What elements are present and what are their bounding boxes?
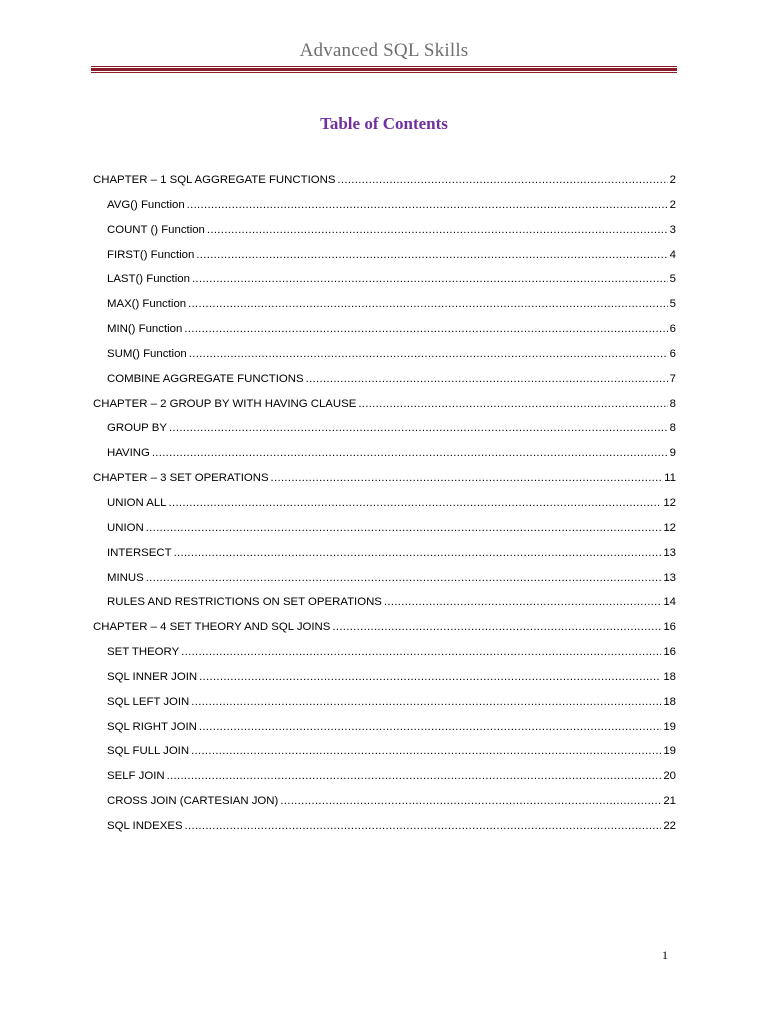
toc-dot-leader (184, 317, 667, 342)
toc-entry-label: CHAPTER – 2 GROUP BY WITH HAVING CLAUSE (93, 397, 357, 410)
toc-dot-leader (280, 789, 661, 814)
toc-entry-label: GROUP BY (107, 422, 167, 435)
toc-section-entry[interactable] (93, 739, 676, 764)
header-rule-thin-bottom (91, 72, 677, 73)
toc-entry-label: SQL FULL JOIN (107, 745, 190, 758)
toc-entry-page: 5 (669, 298, 676, 311)
toc-dot-leader (191, 739, 661, 764)
header-rule (91, 66, 677, 73)
toc-dot-leader (189, 342, 668, 367)
toc-entry-page: 11 (664, 472, 676, 485)
toc-dot-leader (384, 590, 661, 615)
toc-entry-page: 2 (669, 198, 676, 211)
toc-chapter-entry[interactable] (93, 466, 676, 491)
toc-dot-leader (146, 516, 662, 541)
toc-dot-leader (146, 566, 662, 591)
header-rule-thick (91, 68, 677, 71)
toc-entry-label: SQL INNER JOIN (107, 670, 198, 683)
toc-section-entry[interactable] (93, 516, 676, 541)
toc-dot-leader (207, 218, 668, 243)
toc-dot-leader (358, 392, 667, 417)
running-header-title: Advanced SQL Skills (299, 40, 469, 61)
toc-dot-leader (191, 690, 661, 715)
toc-section-entry[interactable] (93, 491, 676, 516)
toc-entry-label: SELF JOIN (107, 770, 165, 783)
toc-entry-page: 19 (663, 745, 676, 758)
page-number: 1 (662, 948, 668, 962)
toc-section-entry[interactable] (93, 590, 676, 615)
toc-section-entry[interactable] (93, 665, 676, 690)
toc-dot-leader (271, 466, 663, 491)
toc-dot-leader (199, 715, 661, 740)
toc-entry-page: 20 (663, 770, 676, 783)
toc-dot-leader (192, 267, 668, 292)
toc-chapter-entry[interactable] (93, 168, 676, 193)
toc-entry-page: 16 (663, 621, 676, 634)
toc-dot-leader (181, 640, 661, 665)
toc-entry-label: MAX() Function (107, 298, 187, 311)
toc-entry-label: SUM() Function (107, 347, 187, 360)
toc-entry-label: SQL INDEXES (107, 819, 183, 832)
toc-dot-leader (167, 764, 662, 789)
toc-entry-page: 13 (663, 546, 676, 559)
toc-entry-page: 2 (669, 174, 676, 186)
toc-dot-leader (169, 491, 662, 516)
toc-section-entry[interactable] (93, 292, 676, 317)
toc-entry-page: 3 (669, 223, 676, 236)
toc-section-entry[interactable] (93, 193, 676, 218)
toc-dot-leader (306, 367, 668, 392)
toc-entry-page: 8 (669, 397, 676, 410)
toc-section-entry[interactable] (93, 441, 676, 466)
toc-entry-label: MIN() Function (107, 323, 183, 336)
toc-dot-leader (169, 416, 668, 441)
toc-entry-label: AVG() Function (107, 198, 185, 211)
toc-dot-leader (332, 615, 661, 640)
toc-section-entry[interactable] (93, 243, 676, 268)
toc-entry-page: 7 (669, 372, 676, 385)
toc-dot-leader (337, 168, 667, 193)
toc-dot-leader (188, 292, 668, 317)
toc-dot-leader (187, 193, 668, 218)
toc-section-entry[interactable] (93, 342, 676, 367)
toc-section-entry[interactable] (93, 566, 676, 591)
toc-section-entry[interactable] (93, 367, 676, 392)
toc-dot-leader (152, 441, 668, 466)
toc-section-entry[interactable] (93, 789, 676, 814)
toc-entry-page: 21 (663, 795, 676, 808)
toc-dot-leader (185, 814, 662, 839)
toc-entry-page: 18 (663, 670, 676, 683)
toc-entry-page: 5 (669, 273, 676, 286)
toc-section-entry[interactable] (93, 764, 676, 789)
toc-entry-label: INTERSECT (107, 546, 172, 559)
toc-dot-leader (199, 665, 661, 690)
toc-entry-page: 22 (663, 819, 676, 832)
toc-entry-page: 12 (663, 521, 676, 534)
toc-entry-page: 18 (663, 695, 676, 708)
toc-section-entry[interactable] (93, 814, 676, 839)
toc-section-entry[interactable] (93, 640, 676, 665)
toc-entry-label: LAST() Function (107, 273, 190, 286)
toc-entry-page: 16 (663, 646, 676, 659)
toc-entry-label: HAVING (107, 447, 150, 460)
toc-entry-label: SET THEORY (107, 646, 180, 659)
toc-chapter-entry[interactable] (93, 392, 676, 417)
toc-section-entry[interactable] (93, 541, 676, 566)
toc-entry-page: 19 (663, 720, 676, 733)
toc-section-entry[interactable] (93, 218, 676, 243)
toc-entry-label: CROSS JOIN (CARTESIAN JON) (107, 795, 279, 808)
toc-entry-label: RULES AND RESTRICTIONS ON SET OPERATIONS (107, 596, 382, 609)
toc-entry-label: COMBINE AGGREGATE FUNCTIONS (107, 372, 304, 385)
toc-entry-page: 6 (669, 323, 676, 336)
toc-entry-page: 14 (663, 596, 676, 609)
toc-entry-label: CHAPTER – 1 SQL AGGREGATE FUNCTIONS (93, 174, 336, 186)
toc-entry-label: CHAPTER – 3 SET OPERATIONS (93, 472, 269, 485)
toc-list (93, 168, 676, 839)
toc-entry-page: 4 (669, 248, 676, 261)
toc-heading: Table of Contents (320, 114, 448, 133)
header-rule-thin-top (91, 66, 677, 67)
toc-entry-page: 12 (663, 496, 676, 509)
toc-entry-label: MINUS (107, 571, 144, 584)
toc-entry-label: CHAPTER – 4 SET THEORY AND SQL JOINS (93, 621, 331, 634)
toc-section-entry[interactable] (93, 267, 676, 292)
toc-entry-label: FIRST() Function (107, 248, 195, 261)
toc-entry-label: SQL RIGHT JOIN (107, 720, 197, 733)
toc-entry-page: 13 (663, 571, 676, 584)
toc-section-entry[interactable] (93, 416, 676, 441)
toc-dot-leader (196, 243, 667, 268)
toc-section-entry[interactable] (93, 715, 676, 740)
toc-entry-page: 8 (669, 422, 676, 435)
toc-entry-page: 9 (669, 447, 676, 460)
toc-dot-leader (174, 541, 662, 566)
toc-entry-label: UNION (107, 521, 144, 534)
toc-section-entry[interactable] (93, 317, 676, 342)
toc-entry-label: SQL LEFT JOIN (107, 695, 190, 708)
toc-entry-label: COUNT () Function (107, 223, 205, 236)
toc-chapter-entry[interactable] (93, 615, 676, 640)
toc-entry-page: 6 (669, 347, 676, 360)
toc-entry-label: UNION ALL (107, 496, 167, 509)
toc-section-entry[interactable] (93, 690, 676, 715)
